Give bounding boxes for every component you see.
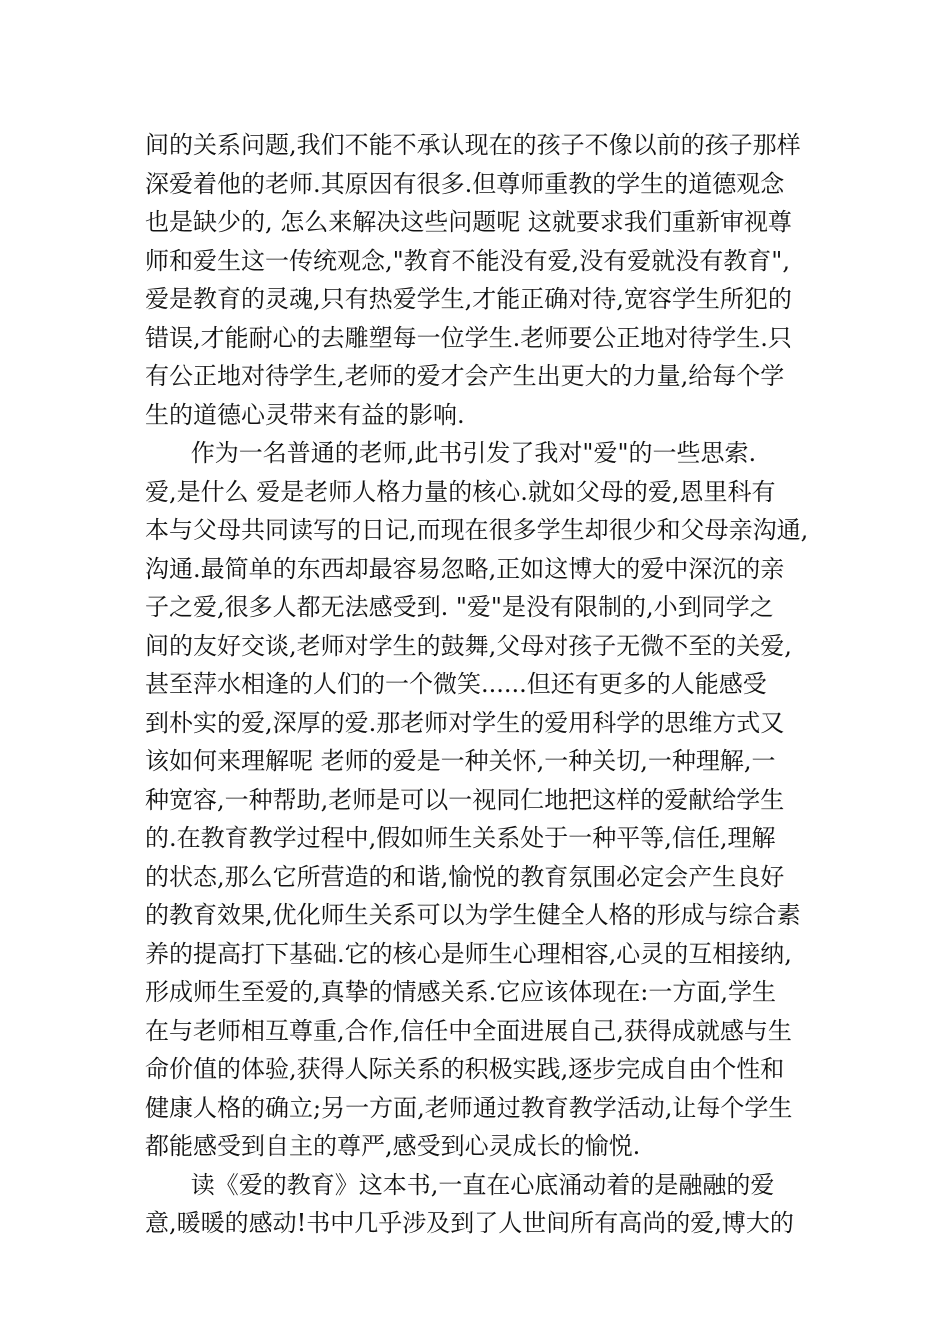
text-line: 意,暖暖的感动!书中几乎涉及到了人世间所有高尚的爱,博大的: [145, 1209, 794, 1237]
text-line: 养的提高打下基础.它的核心是师生心理相容,心灵的互相接纳,: [145, 939, 792, 968]
text-line: 间的关系问题,我们不能不承认现在的孩子不像以前的孩子那样: [145, 131, 801, 159]
text-line: 读《爱的教育》这本书,一直在心底涌动着的是融融的爱: [145, 1170, 775, 1199]
text-line: 沟通.最简单的东西却最容易忽略,正如这博大的爱中深沉的亲: [145, 554, 785, 583]
text-line: 该如何来理解呢 老师的爱是一种关怀,一种关切,一种理解,一: [145, 747, 776, 775]
text-line: 生的道德心灵带来有益的影响.: [145, 400, 465, 429]
text-line: 作为一名普通的老师,此书引发了我对"爱"的一些思索.: [145, 439, 757, 467]
text-line: 错误,才能耐心的去雕塑每一位学生.老师要公正地对待学生.只: [145, 323, 792, 352]
text-line: 甚至萍水相逢的人们的一个微笑......但还有更多的人能感受: [145, 670, 767, 698]
body-text: [145, 126, 820, 1243]
text-line: 也是缺少的, 怎么来解决这些问题呢 这就要求我们重新审视尊: [145, 208, 792, 236]
text-line: 种宽容,一种帮助,老师是可以一视同仁地把这样的爱献给学生: [145, 785, 785, 814]
text-line: 的状态,那么它所营造的和谐,愉悦的教育氛围必定会产生良好: [145, 862, 785, 891]
text-line: 的.在教育教学过程中,假如师生关系处于一种平等,信任,理解: [145, 824, 776, 852]
text-line: 本与父母共同读写的日记,而现在很多学生却很少和父母亲沟通,: [145, 516, 809, 544]
text-line: 命价值的体验,获得人际关系的积极实践,逐步完成自由个性和: [145, 1055, 785, 1083]
text-line: 健康人格的确立;另一方面,老师通过教育教学活动,让每个学生: [145, 1093, 793, 1122]
text-line: 师和爱生这一传统观念,"教育不能没有爱,没有爱就没有教育",: [145, 246, 790, 275]
text-line: 子之爱,很多人都无法感受到. "爱"是没有限制的,小到同学之: [145, 593, 774, 621]
text-line: 形成师生至爱的,真挚的情感关系.它应该体现在:一方面,学生: [145, 978, 776, 1006]
text-line: 都能感受到自主的尊严,感受到心灵成长的愉悦.: [145, 1132, 641, 1160]
text-line: 间的友好交谈,老师对学生的鼓舞,父母对孩子无微不至的关爱,: [145, 631, 792, 660]
text-line: 有公正地对待学生,老师的爱才会产生出更大的力量,给每个学: [145, 362, 785, 390]
text-line: 深爱着他的老师.其原因有很多.但尊师重教的学生的道德观念: [145, 169, 785, 198]
text-line: 爱,是什么 爱是老师人格力量的核心.就如父母的爱,恩里科有: [145, 477, 776, 506]
text-line: 在与老师相互尊重,合作,信任中全面进展自己,获得成就感与生: [145, 1016, 792, 1045]
text-line: 爱是教育的灵魂,只有热爱学生,才能正确对待,宽容学生所犯的: [145, 285, 792, 313]
text-line: 的教育效果,优化师生关系可以为学生健全人格的形成与综合素: [145, 901, 801, 929]
text-line: 到朴实的爱,深厚的爱.那老师对学生的爱用科学的思维方式又: [145, 708, 785, 737]
